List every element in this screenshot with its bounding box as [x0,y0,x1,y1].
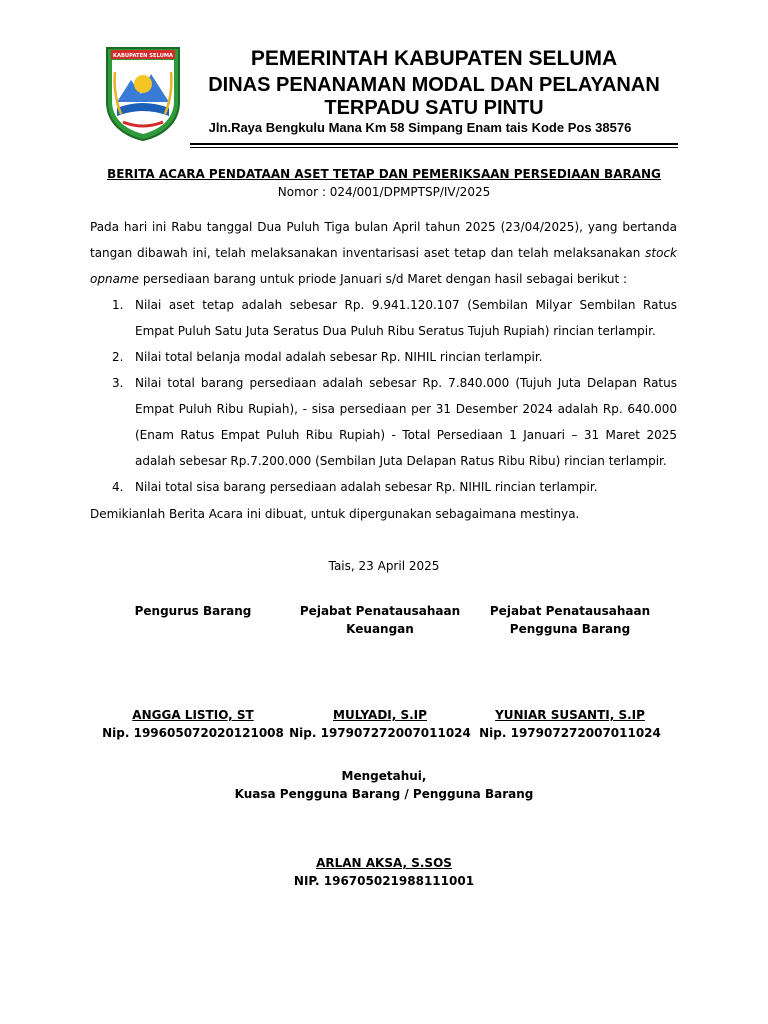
signer-role-line1: Pejabat Penatausahaan [299,604,461,618]
acknowledge-role: Kuasa Pengguna Barang / Pengguna Barang [234,787,534,801]
header-line-3: TERPADU SATU PINTU [324,97,544,119]
list-item-number: 3. [112,376,124,390]
header-address: Jln.Raya Bengkulu Mana Km 58 Simpang Enam tais Kode Pos 38576 [208,120,632,135]
signer-role-pengurus [98,602,288,620]
place-date: Tais, 23 April 2025 [328,559,440,573]
intro-text-part2: persediaan barang untuk priode Januari s/d Maret dengan hasil sebagai berikut : [139,272,628,286]
list-item-text: Nilai aset tetap adalah sebesar Rp. 9.941.120.107 (Sembilan Milyar Sembilan Ratus Empat Puluh Satu Juta Seratus Dua Puluh Ribu Seratus Tujuh Rupiah) rincian terlampir. [135,298,677,338]
list-item [90,292,677,344]
signer-nip-pengurus: Nip. 199605072020121008 [102,726,284,740]
result-list [90,292,677,500]
signer-nip-pengguna: Nip. 197907272007011024 [479,726,661,740]
intro-text-part1: Pada hari ini Rabu tanggal Dua Puluh Tiga bulan April tahun 2025 (23/04/2025), yang bertanda tangan dibawah ini, telah melaksanakan inventarisasi aset tetap dan telah melaksanakan [90,220,677,260]
header-rule-thin [190,147,678,148]
list-item-text: Nilai total belanja modal adalah sebesar Rp. NIHIL rincian terlampir. [135,350,543,364]
list-item [90,370,677,474]
signer-role-line2: Keuangan [346,622,414,636]
signer-role-keuangan [285,602,475,638]
list-item [90,474,677,500]
signer-name-keuangan: MULYADI, S.IP [333,708,427,722]
intro-italic: stock opname [90,246,677,286]
intro-paragraph [90,214,677,292]
signer-name-pengurus: ANGGA LISTIO, ST [132,708,254,722]
signer-role-line1: Pengurus Barang [134,604,252,618]
header-line-1: PEMERINTAH KABUPATEN SELUMA [250,47,618,70]
kabupaten-seluma-logo-icon [103,44,183,142]
list-item-number: 2. [112,350,124,364]
document-number: Nomor : 024/001/DPMPTSP/IV/2025 [277,185,491,199]
closing-paragraph: Demikianlah Berita Acara ini dibuat, untuk dipergunakan sebagaimana mestinya. [90,507,580,521]
header-line-2: DINAS PENANAMAN MODAL DAN PELAYANAN [208,74,660,96]
list-item-number: 4. [112,480,124,494]
list-item-text: Nilai total barang persediaan adalah sebesar Rp. 7.840.000 (Tujuh Juta Delapan Ratus Empat Puluh Ribu Rupiah), - sisa persediaan per 31 Desember 2024 adalah Rp. 640.000 (Enam Ratus Empat Puluh Ribu Rupiah) - Total Persediaan 1 Januari – 31 Maret 2025 adalah sebesar Rp.7.200.000 (Sembilan Juta Delapan Ratus Ribu Ribu) rincian terlampir. [135,376,677,468]
signer-role-line1: Pejabat Penatausahaan [489,604,651,618]
header-rule-thick [190,143,678,145]
signer-nip-keuangan: Nip. 197907272007011024 [289,726,471,740]
acknowledge-name: ARLAN AKSA, S.SOS [316,856,452,870]
list-item-number: 1. [112,298,124,312]
signer-name-pengguna: YUNIAR SUSANTI, S.IP [495,708,645,722]
list-item-text: Nilai total sisa barang persediaan adalah sebesar Rp. NIHIL rincian terlampir. [135,480,598,494]
svg-text:KABUPATEN SELUMA: KABUPATEN SELUMA [112,53,174,59]
acknowledge-label: Mengetahui, [341,769,427,783]
list-item [90,344,677,370]
acknowledge-nip: NIP. 196705021988111001 [293,874,475,888]
signer-role-pengguna [475,602,665,638]
document-title: BERITA ACARA PENDATAAN ASET TETAP DAN PEMERIKSAAN PERSEDIAAN BARANG [107,167,661,181]
signer-role-line2: Pengguna Barang [509,622,631,636]
